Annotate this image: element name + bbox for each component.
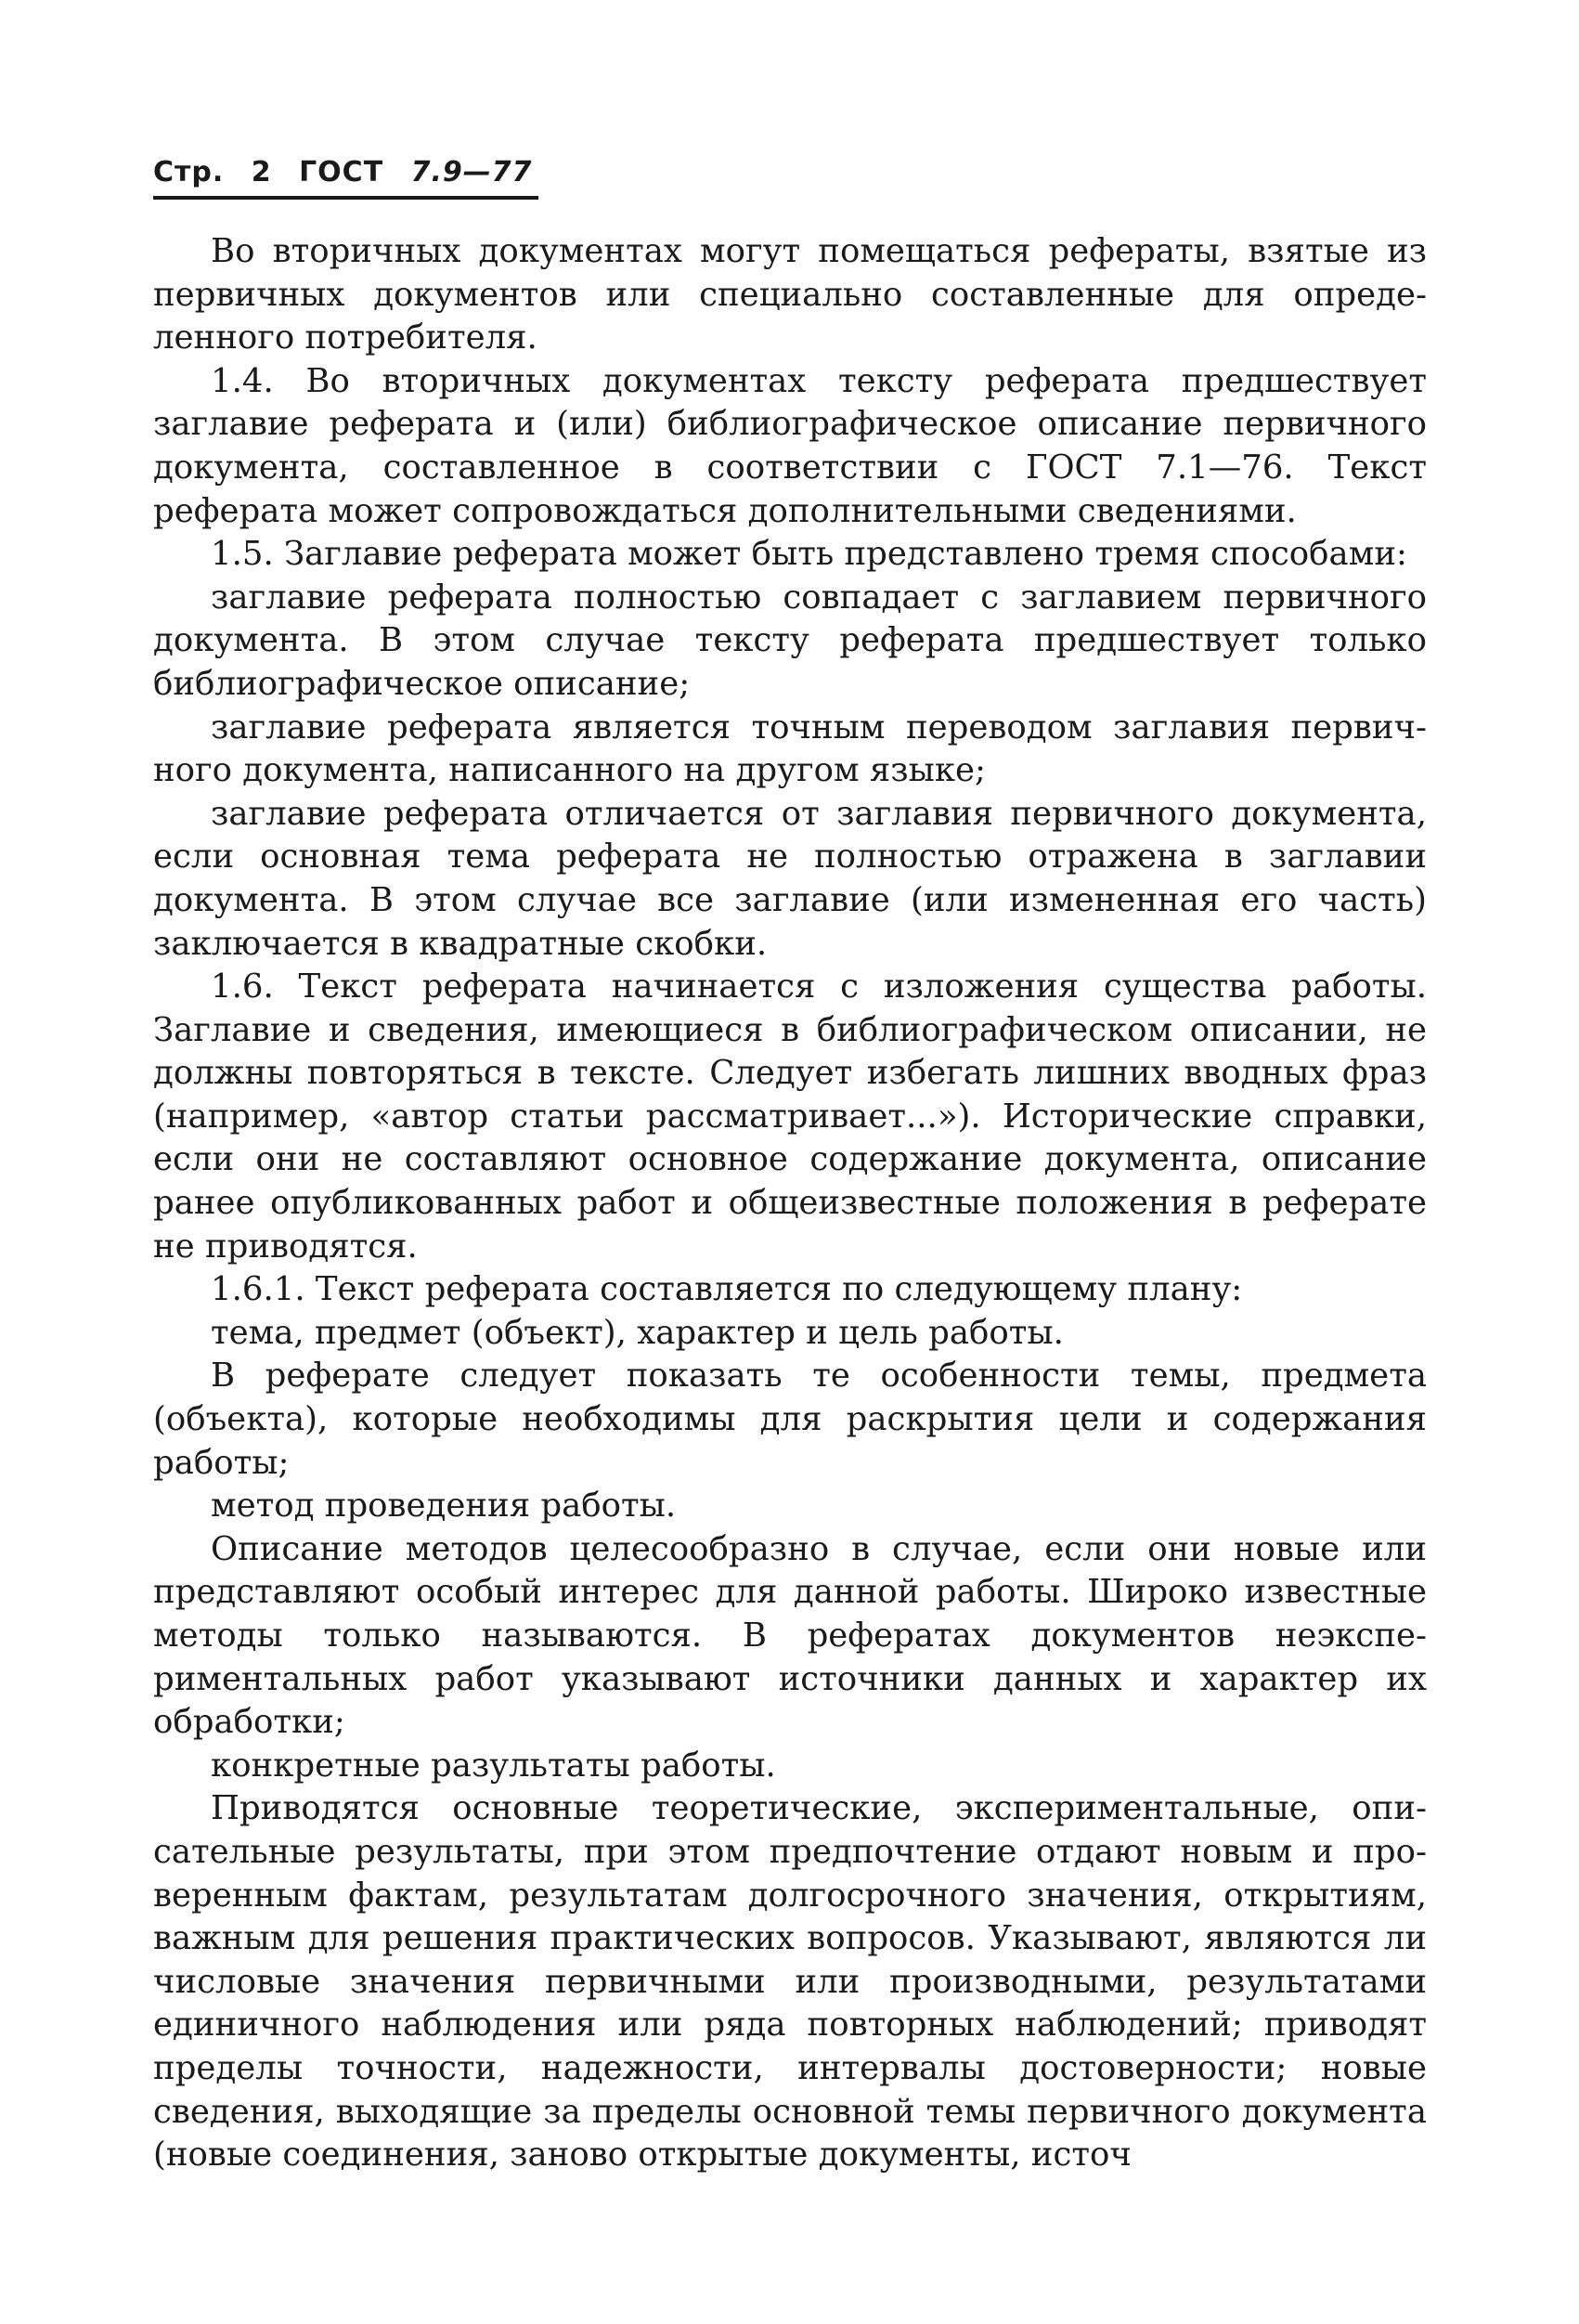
paragraph-topic: тема, предмет (объект), характер и цель работы.: [211, 1313, 1064, 1352]
paragraph-method-description: Описание методов целесообразно в случае, если они новые или представляют особый интерес для данной работы. Широко известные методы только называются. В рефератах документов неэкспериментальных работ указывают источники данных и характер их обработки;: [153, 1529, 1427, 1742]
paragraph-1-6: 1.6. Текст реферата начинается с изложения существа работы. Заглавие и сведения, имеющиеся в библиографическом описании, не должны повторяться в тексте. Следует избегать лишних вводных фраз (например, «автор статьи рассматривает...»). Исторические справки, если они не составляют основное содержание документа, описание ранее опубликованных работ и общеизвестные положения в реферате не приводятся.: [153, 967, 1427, 1266]
paragraph-title-differs: заглавие реферата отличается от заглавия первичного документа, если основная тема реферата не полностью отражена в заглавии документа. В этом случае все заглавие (или измененная его часть) заключается в квадратные скобки.: [153, 794, 1427, 963]
paragraph-method: метод проведения работы.: [211, 1487, 677, 1526]
paragraph-title-translation: заглавие реферата является точным переводом заглавия первичного документа, написанного на другом языке;: [153, 708, 1427, 790]
standard-name: ГОСТ: [299, 156, 384, 188]
paragraph-title-matches: заглавие реферата полностью совпадает с заглавием первичного документа. В этом случае тексту реферата предшествует только библиографическое описание;: [153, 578, 1427, 703]
paragraph-secondary-docs: Во вторичных документах могут помещаться рефераты, взятые из первичных документов или специально составленные для определенного потребителя.: [153, 232, 1427, 357]
page-label: Стр.: [153, 156, 225, 188]
paragraph-results: конкретные разультаты работы.: [211, 1746, 776, 1785]
standard-number: 7.9—77: [410, 156, 533, 188]
paragraph-1-5: 1.5. Заглавие реферата может быть представлено тремя способами:: [211, 535, 1407, 574]
page-header: [153, 156, 538, 200]
paragraph-features: В реферате следует показать те особенности темы, предмета (объекта), которые необходимы для раскрытия цели и содержания работы;: [153, 1357, 1427, 1482]
document-body: [153, 230, 1427, 2177]
paragraph-1-4: 1.4. Во вторичных документах тексту реферата предшествует заглавие реферата и (или) библиографическое описание первичного документа, составленное в соответствии с ГОСТ 7.1—76. Текст реферата может сопровождаться дополнительными сведениями.: [153, 361, 1427, 530]
page-number: 2: [251, 156, 272, 188]
paragraph-1-6-1: 1.6.1. Текст реферата составляется по следующему плану:: [211, 1270, 1243, 1309]
paragraph-results-description: Приводятся основные теоретические, экспериментальные, описательные результаты, при этом предпочтение отдают новым и проверенным фактам, результатам долгосрочного значения, открытиям, важным для решения практических вопросов. Указывают, являются ли числовые значения первичными или производными, результатами единичного наблюдения или ряда повторных наблюдений; приводят пределы точности, надежности, интервалы достоверности; новые сведения, выходящие за пределы основной темы первичного документа (новые соединения, заново открытые документы, источ: [153, 1789, 1427, 2175]
